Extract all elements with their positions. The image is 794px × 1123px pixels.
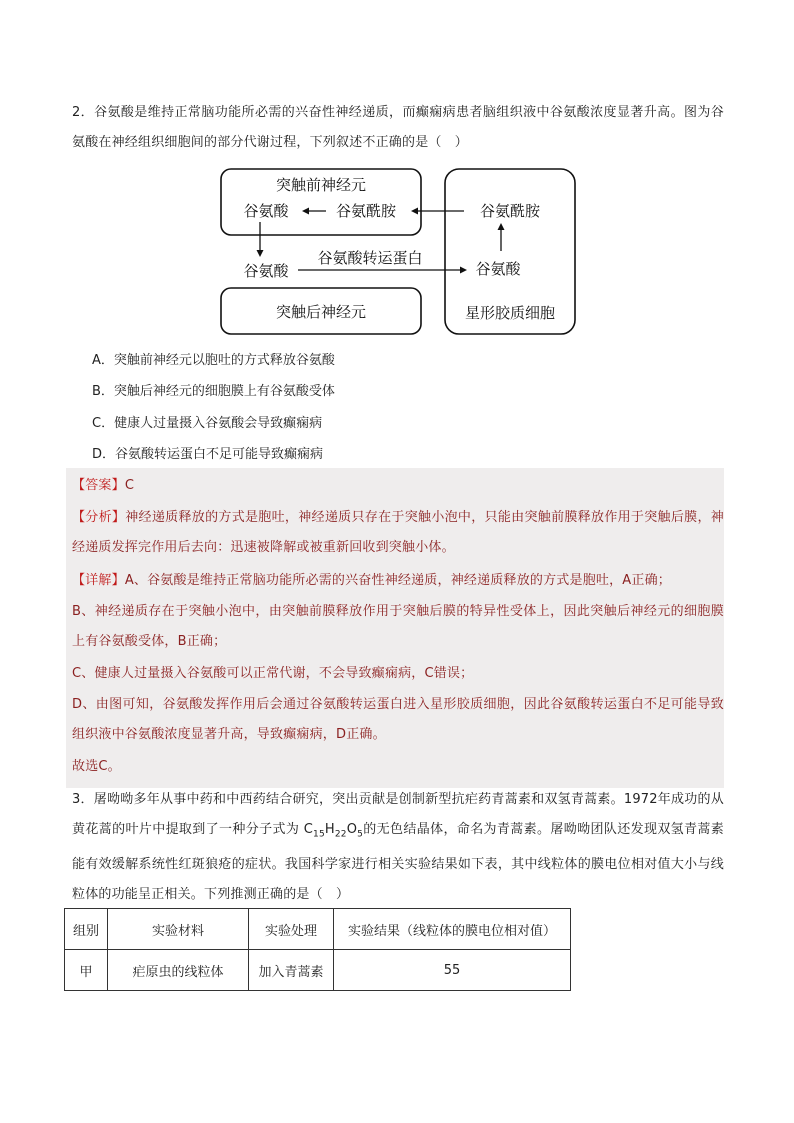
experiment-table [64,908,571,991]
detail-d: D、由图可知，谷氨酸发挥作用后会通过谷氨酸转运蛋白进入星形胶质细胞，因此谷氨酸转运蛋白不足可能导致组织液中谷氨酸浓度显著升高，导致癫痫病，D正确。 [72,697,724,742]
glutamate-pre-label: 谷氨酸 [243,202,289,220]
detail-a [72,566,724,596]
table-cell: 加入青蒿素 [249,950,334,991]
answer-tag: 【答案】 [72,478,125,493]
table-header-cell: 组别 [65,909,108,950]
table-cell: 疟原虫的线粒体 [108,950,249,991]
arrow-release-down [257,222,264,257]
option-a: A．突触前神经元以胞吐的方式释放谷氨酸 [92,353,335,368]
glutamate-cleft-label: 谷氨酸 [243,262,289,280]
analysis-text: 神经递质释放的方式是胞吐，神经递质只存在于突触小泡中，只能由突触前膜释放作用于突触后膜，神经递质发挥完作用后去向：迅速被降解或被重新回收到突触小体。 [72,510,724,555]
table-header-cell: 实验材料 [108,909,249,950]
detail-tag: 【详解】 [72,573,125,588]
detail-c: C、健康人过量摄入谷氨酸可以正常代谢，不会导致癫痫病，C错误； [72,666,474,681]
chemical-formula: $C_{15}H_{22}O_5$ [303,822,364,840]
glutamate-metabolism-diagram [218,166,578,338]
detail-a-text: A、谷氨酸是维持正常脑功能所必需的兴奋性神经递质，神经递质释放的方式是胞吐，A正确； [124,573,671,588]
arrow-astro-to-pre [411,208,464,215]
q3-stem-part2: 的无色结晶体，命名为青蒿素。屠呦呦团队还发现双氢青蒿素能有效缓解系统性红斑狼疮的症状。我国科学家进行相关实验结果如下表，其中线粒体的膜电位相对值大小与线粒体的功能呈正相关。下列推测正确的是（ ） [72,822,724,902]
transporter-label: 谷氨酸转运蛋白 [317,249,423,267]
table-header-row [65,909,571,950]
pre-neuron-label: 突触前神经元 [275,176,367,194]
table-cell: 55 [334,950,571,991]
glutamine-astrocyte-label: 谷氨酰胺 [479,202,541,220]
arrow-gln-to-glu-pre [302,208,326,215]
glutamine-pre-label: 谷氨酰胺 [335,202,397,220]
arrow-glu-to-gln-astro [498,223,505,251]
glutamate-astrocyte-label: 谷氨酸 [475,260,521,278]
arrow-uptake-transport [298,267,467,274]
analysis-paragraph [72,503,724,563]
conclusion: 故选C。 [72,759,121,774]
detail-b: B、神经递质存在于突触小泡中，由突触前膜释放作用于突触后膜的特异性受体上，因此突触后神经元的细胞膜上有谷氨酸受体，B正确； [72,604,724,649]
answer-value: C [124,478,135,493]
table-header-cell: 实验结果（线粒体的膜电位相对值） [334,909,571,950]
astrocyte-label: 星形胶质细胞 [464,304,556,322]
question-3-stem [72,785,724,910]
answer-line [72,471,724,501]
post-neuron-label: 突触后神经元 [275,303,367,321]
q3-stem-part1: 3．屠呦呦多年从事中药和中西药结合研究，突出贡献是创制新型抗疟药青蒿素和双氢青蒿素。1972年成功的从黄花蒿的叶片中提取到了一种分子式为 [72,792,724,837]
question-2-stem: 2．谷氨酸是维持正常脑功能所必需的兴奋性神经递质，而癫痫病患者脑组织液中谷氨酸浓度显著升高。图为谷氨酸在神经组织细胞间的部分代谢过程，下列叙述不正确的是（ ） [72,105,724,150]
table-header-cell: 实验处理 [249,909,334,950]
analysis-tag: 【分析】 [72,510,126,525]
option-c: C．健康人过量摄入谷氨酸会导致癫痫病 [92,416,323,431]
option-d: D．谷氨酸转运蛋白不足可能导致癫痫病 [92,447,324,462]
table-row [65,950,571,991]
option-b: B．突触后神经元的细胞膜上有谷氨酸受体 [92,384,335,399]
table-cell: 甲 [65,950,108,991]
